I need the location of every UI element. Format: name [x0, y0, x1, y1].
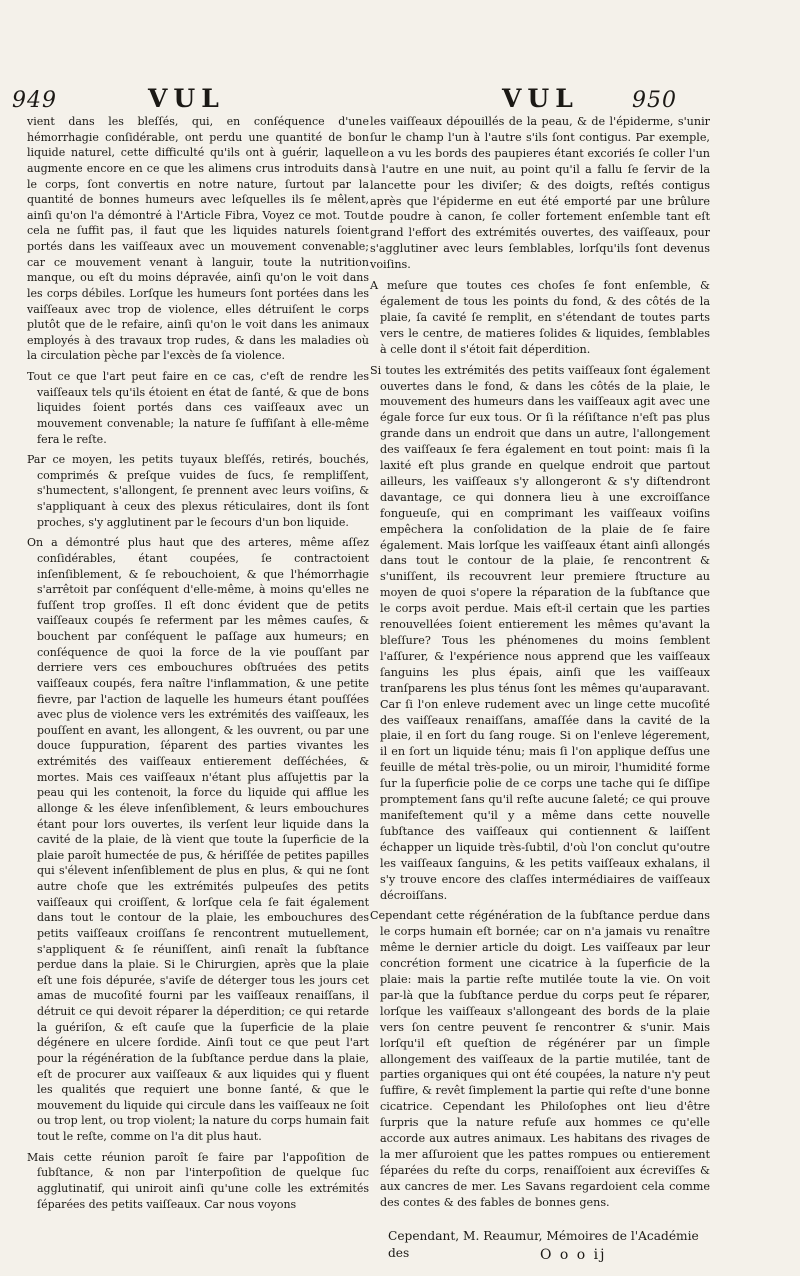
paragraph: les vaiſſeaux dépouillés de la peau, & de l'épiderme, s'unir ſur le champ l'un à l'autre s'ils ſont contigus. Par exemple, on a vu les bords des paupieres étant excoriés ſe coller l'un à l'autre en une nuit, au point qu'il a fallu ſe ſervir de la lancette pour les diviſer; & des doigts, reſtés contigus après que l'épiderme en eut été emporté par une brûlure de poudre à canon, ſe coller fortement enſemble tant eſt grand l'effort des extrémités ouvertes, des vaiſſeaux, pour s'agglutiner avec leurs ſemblables, lorſqu'ils ſont devenus voiſins. [370, 115, 710, 272]
left-running-title: VUL [148, 84, 225, 113]
footer-line: Cependant, M. Reaumur, Mémoires de l'Académie des [388, 1229, 699, 1260]
left-page-number: 949 [12, 88, 57, 113]
left-text-column [27, 114, 369, 1217]
paragraph: Si toutes les extrémités des petits vaiſſeaux ſont également ouvertes dans le fond, & dans les côtés de la plaie, le mouvement des humeurs dans les vaiſſeaux agit avec une égale force ſur eux tous. Or ſi la réſiſtance n'eſt pas plus grande dans un endroit que dans un autre, l'allongement des vaiſſeaux ſe fera également en tout point: mais ſi la laxité eſt plus grande en quelque endroit que partout ailleurs, les vaiſſeaux s'y allongeront & s'y diſtendront davantage, ce qui donnera lieu à une excroiſſance fongueuſe, qui en comprimant les vaiſſeaux voiſins empêchera la conſolidation de la plaie de ſe faire également. Mais lorſque les vaiſſeaux étant ainſi allongés dans tout le contour de la plaie, ſe rencontrent & s'uniſſent, ils recouvrent leur premiere ſtructure au moyen de quoi s'opere la réparation de la ſubſtance que le corps avoit perdue. Mais eſt-il certain que les parties renouvellées ſoient entierement les mêmes qu'avant la bleſſure? Tous les phénomenes du moins ſemblent l'aſſurer, & l'expérience nous apprend que les vaiſſeaux ſanguins les plus épais, ainſi que les vaiſſeaux tranſparens les plus ténus ſont les mêmes qu'auparavant. Car ſi l'on enleve rudement avec un linge cette mucoſité des vaiſſeaux renaiſſans, amaſſée dans la cavité de la plaie, il en ſort du ſang rouge. Si on l'enleve légerement, il en ſort un liquide ténu; mais ſi l'on applique deſſus une feuille de métal très-polie, ou un miroir, l'humidité forme ſur la ſuperficie polie de ce corps une tache qui ſe diſſipe promptement ſans qu'il reſte aucune ſaleté; ce qui prouve manifeſtement qu'il y a même dans cette nouvelle ſubſtance des vaiſſeaux qui contiennent & laiſſent échapper un liquide très-ſubtil, d'où l'on conclut qu'outre les vaiſſeaux ſanguins, & les petits vaiſſeaux exhalans, il s'y trouve encore des claſſes intermédiaires de vaiſſeaux décroiſſans. [370, 363, 710, 902]
signature-mark: O o o ij [540, 1247, 607, 1263]
right-running-title: VUL [502, 84, 579, 113]
right-text-column [370, 114, 710, 1216]
paragraph: On a démontré plus haut que des arteres, même aſſez conſidérables, étant coupées, ſe contractoient inſenſiblement, & ſe rebouchoient, & que l'hémorrhagie s'arrêtoit par conſéquent d'elle-même, à moins qu'elles ne fuſſent trop groſſes. Il eſt donc évident que de petits vaiſſeaux coupés ſe referment par les mêmes cauſes, & bouchent par conſéquent le paſſage aux humeurs; en conſéquence de quoi la force de la vie pouſſant par derriere vers ces embouchures obſtruées des petits vaiſſeaux coupés, fera naître l'inflammation, & une petite fievre, par l'action de laquelle les humeurs étant pouſſées avec plus de violence vers les extrémités des vaiſſeaux, les pouſſent en avant, les allongent, & les ouvrent, ou par une douce ſuppuration, ſéparent des parties vivantes les extrémités des vaiſſeaux entierement deſſéchées, & mortes. Mais ces vaiſſeaux n'étant plus aſſujettis par la peau qui les contenoit, la force du liquide qui afflue les allonge & les éleve inſenſiblement, & leurs embouchures étant pour lors ouvertes, ils verſent leur liquide dans la cavité de la plaie, de là vient que toute la ſuperficie de la plaie paroît humectée de pus, & hériſſée de petites papilles qui s'élevent inſenſiblement de plus en plus, & qui ne ſont autre choſe que les extrémités pulpeuſes des petits vaiſſeaux qui croiſſent, & lorſque cela ſe fait également dans tout le contour de la plaie, les embouchures des petits vaiſſeaux croiſſans ſe rencontrent mutuellement, s'appliquent & ſe réuniſſent, ainſi renaît la ſubſtance perdue dans la plaie. Si le Chirurgien, après que la plaie eſt une fois dépurée, s'aviſe de déterger tous les jours cet amas de mucoſité fourni par les vaiſſeaux renaiſſans, il détruit ce qui devoit réparer la déperdition; ce qui retarde la guériſon, & eſt cauſe que la ſuperficie de la plaie dégénere en ulcere ſordide. Ainſi tout ce que peut l'art pour la régénération de la ſubſtance perdue dans la plaie, eſt de procurer aux vaiſſeaux & aux liquides qui y fluent les qualités que requiert une bonne ſanté, & que le mouvement du liquide qui circule dans les vaiſſeaux ne ſoit ou trop lent, ou trop violent; la nature du corps humain fait tout le reſte, comme on l'a dit plus haut. [27, 536, 369, 1143]
paragraph: A meſure que toutes ces choſes ſe font enſemble, & également de tous les points du fond, & des côtés de la plaie, ſa cavité ſe remplit, en s'étendant de toutes parts vers le centre, de matieres ſolides & liquides, ſemblables à celle dont il s'étoit fait déperdition. [370, 279, 710, 356]
paragraph: Par ce moyen, les petits tuyaux bleſſés, retirés, bouchés, comprimés & preſque vuides de ſucs, ſe rempliſſent, s'humectent, s'allongent, ſe prennent avec leurs voiſins, & s'appliquant à ceux des plexus réticulaires, dont ils ſont proches, s'y agglutinent par le ſecours d'un bon liquide. [27, 453, 369, 529]
running-header [0, 84, 800, 116]
paragraph: Cependant cette régénération de la ſubſtance perdue dans le corps humain eſt bornée; car on n'a jamais vu renaître même le dernier article du doigt. Les vaiſſeaux par leur concrétion forment une cicatrice à la ſuperficie de la plaie: mais la partie reſte mutilée toute la vie. On voit par-là que la ſubſtance perdue du corps peut ſe réparer, lorſque les vaiſſeaux s'allongeant des bords de la plaie vers ſon centre peuvent ſe rencontrer & s'unir. Mais lorſqu'il eſt queſtion de régénérer par un ſimple allongement des vaiſſeaux de la partie mutilée, tant de parties organiques qui ont été coupées, la nature n'y peut ſuffire, & revêt ſimplement la partie qui reſte d'une bonne cicatrice. Cependant les Philoſophes ont lieu d'être ſurpris que la nature refuſe aux hommes ce qu'elle accorde aux autres animaux. Les habitans des rivages de la mer aſſuroient que les pattes rompues ou entierement ſéparées du reſte du corps, renaiſſoient aux écreviſſes & aux cancres de mer. Les Savans regardoient cela comme des contes & des fables de bonnes gens. [370, 909, 710, 1209]
paragraph: Tout ce que l'art peut faire en ce cas, c'eſt de rendre les vaiſſeaux tels qu'ils étoient en état de ſanté, & que de bons liquides ſoient portés dans ces vaiſſeaux avec un mouvement convenable; la nature ſe ſuffiſant à elle-même fera le reſte. [27, 370, 369, 446]
paragraph: vient dans les bleſſés, qui, en conſéquence d'une hémorrhagie conſidérable, ont perdu une quantité de bon liquide naturel, cette difficulté qu'ils ont à guérir, laquelle augmente encore en ce que les alimens crus introduits dans le corps, ſont convertis en notre nature, ſurtout par la quantité de bonnes humeurs avec leſquelles ils ſe mêlent, ainſi qu'on l'a démontré à l'Article Fibra, Voyez ce mot. Tout cela ne ſuffit pas, il faut que les liquides naturels ſoient portés dans les vaiſſeaux avec un mouvement convenable; car ce mouvement venant à languir, toute la nutrition manque, ou eſt du moins dépravée, ainſi qu'on le voit dans les corps débiles. Lorſque les humeurs ſont portées dans les vaiſſeaux avec trop de violence, elles détruiſent le corps plutôt que de le refaire, ainſi qu'on le voit dans les animaux employés à des travaux trop rudes, & dans les maladies où la circulation pèche par l'excès de ſa violence. [27, 115, 369, 363]
paragraph: Mais cette réunion paroît ſe faire par l'appoſition de ſubſtance, & non par l'interpoſition de quelque ſuc agglutinatif, qui uniroit ainſi qu'une colle les extrémités ſéparées des petits vaiſſeaux. Car nous voyons [27, 1150, 369, 1211]
right-page-number: 950 [632, 88, 677, 113]
